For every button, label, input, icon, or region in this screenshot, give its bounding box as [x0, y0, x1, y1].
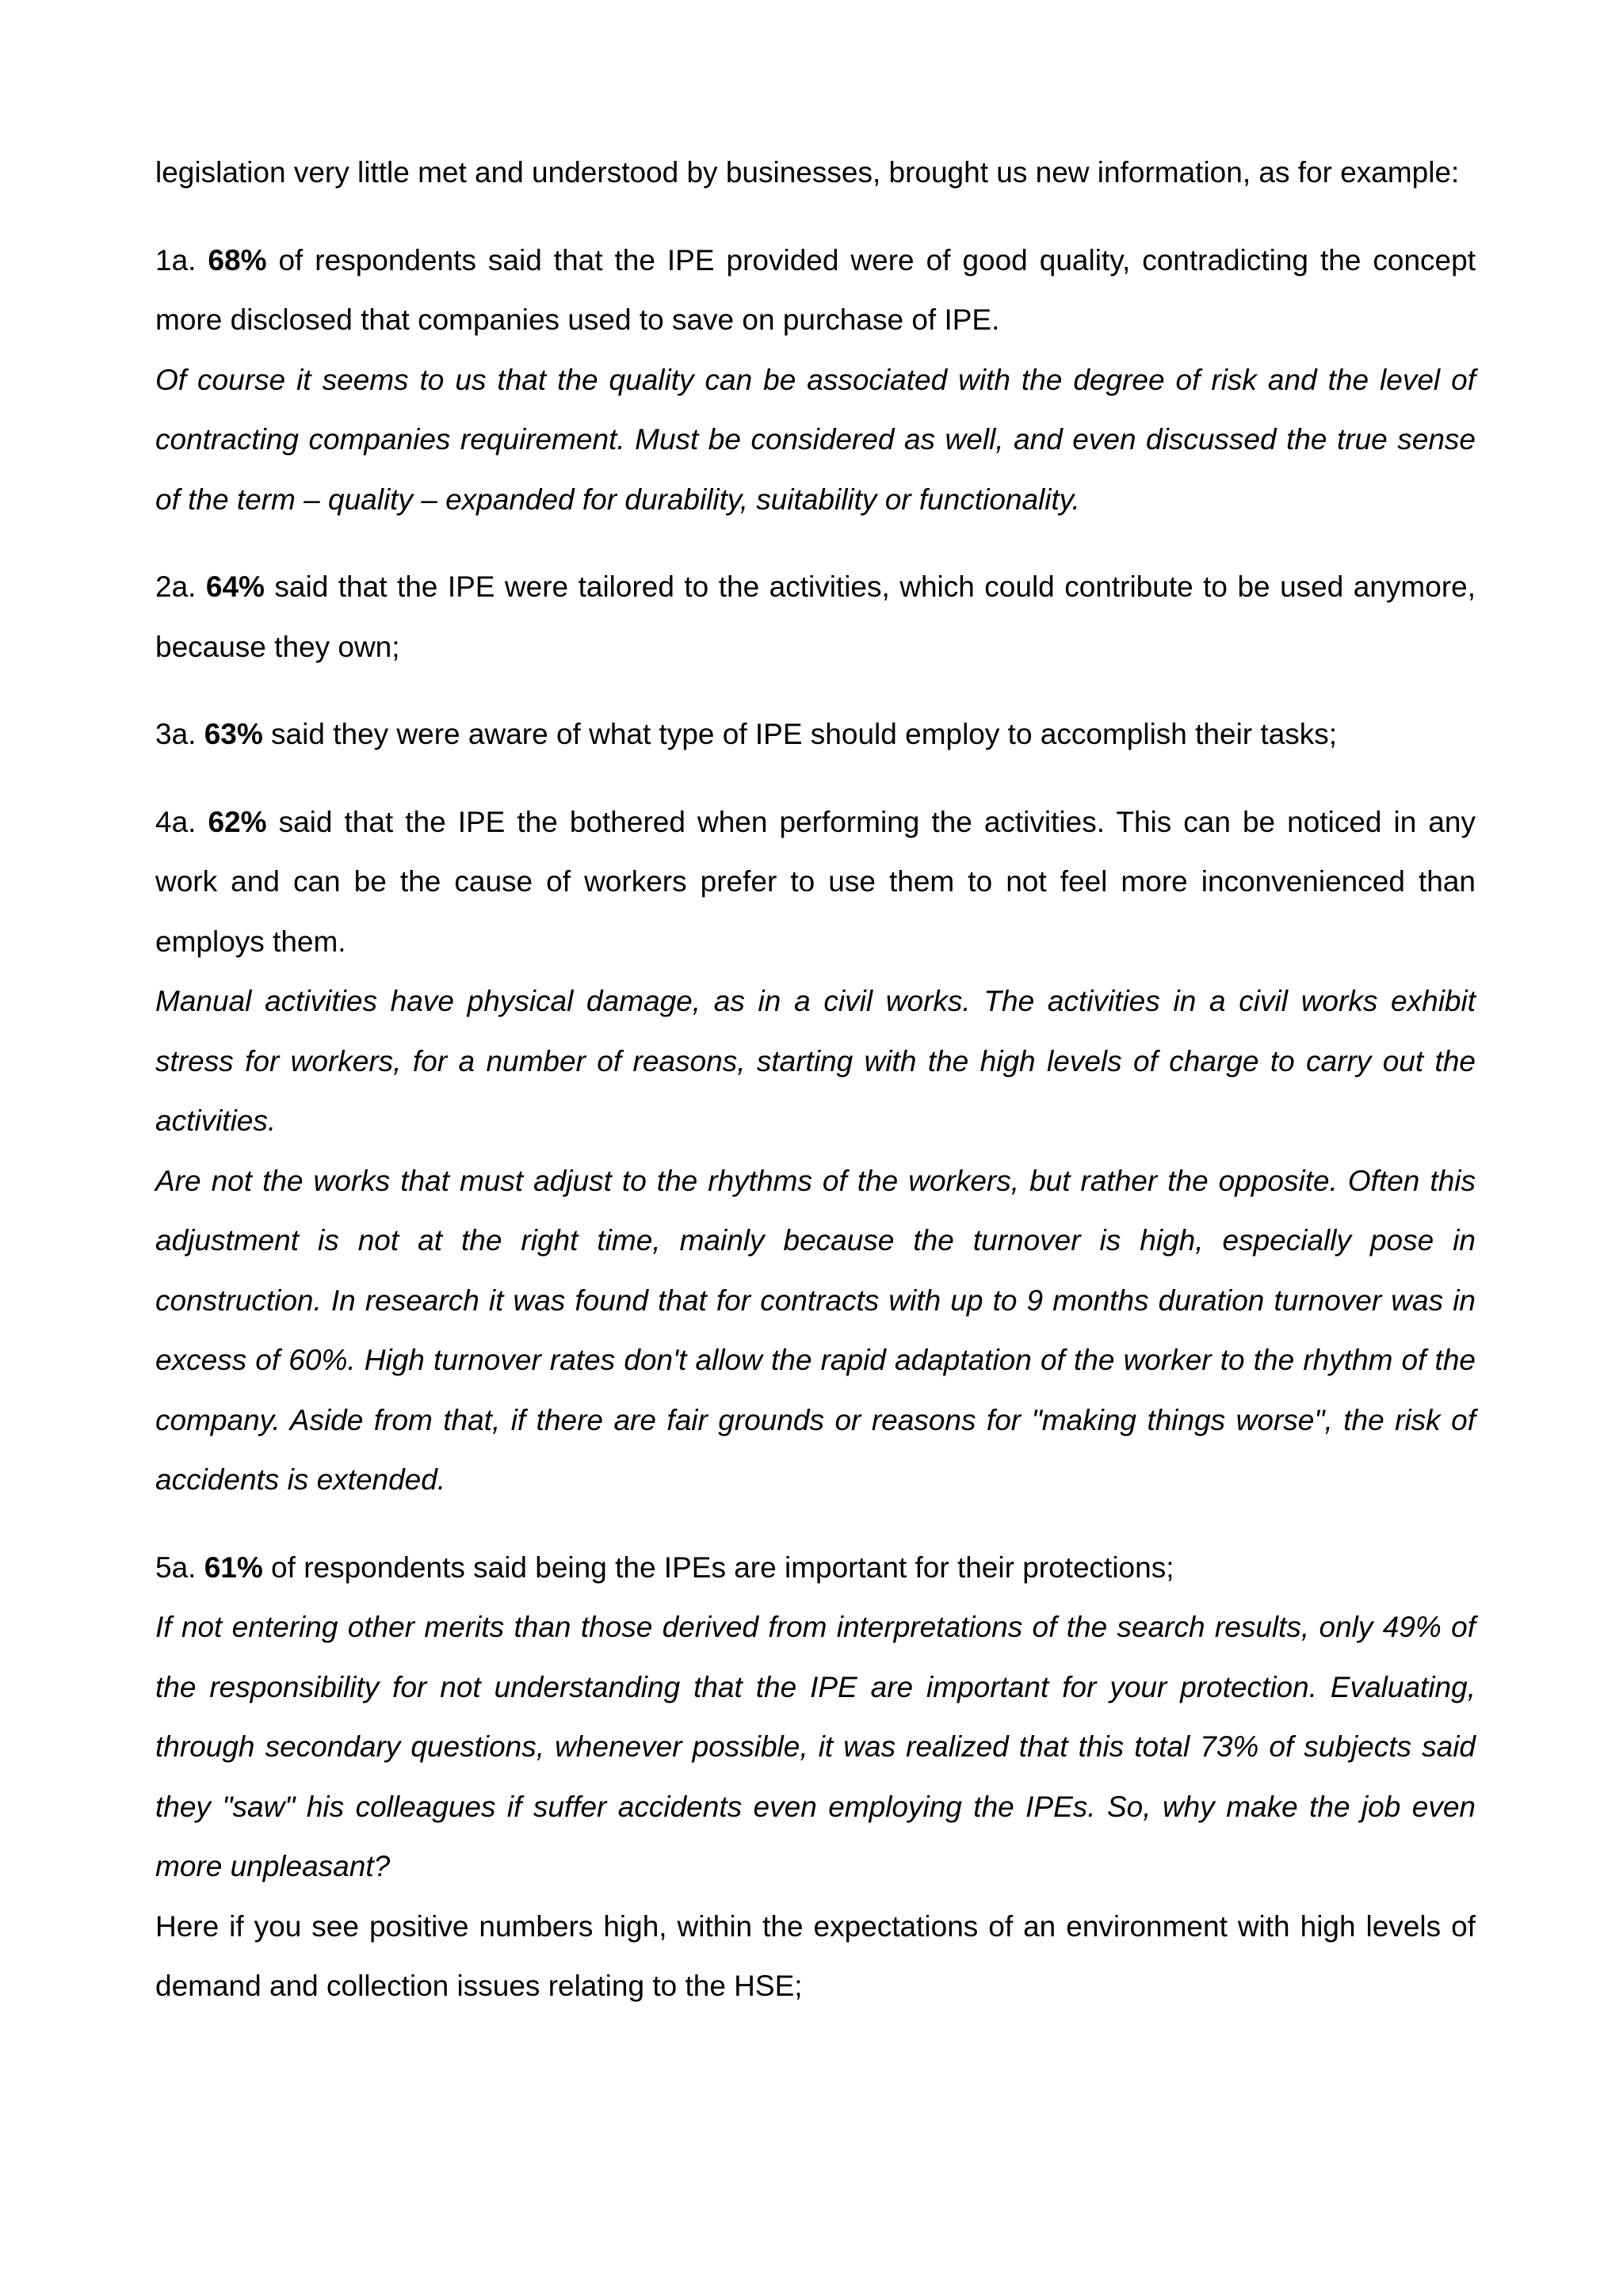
item-5a-commentary: If not entering other merits than those derived from interpretations of the search results, only 49% of the responsibility for not understanding that the IPE are important for your protection. Evaluating, through secondary questions, whenever possible, it was realized that this total 73% of subjects said they "saw" his colleagues if suffer accidents even employing the IPEs. So, why make the job even more unpleasant?	[155, 1611, 1476, 1882]
closing-paragraph: Here if you see positive numbers high, within the expectations of an environment with high levels of demand and collection issues relating to the HSE;	[155, 1909, 1476, 2002]
intro-paragraph: legislation very little met and understood by businesses, brought us new information, as for example:	[155, 156, 1460, 189]
item-4a-percentage: 62%	[208, 805, 267, 838]
document-page	[155, 143, 1476, 2016]
item-3a-percentage: 63%	[204, 718, 263, 750]
item-4a-commentary-2: Are not the works that must adjust to the rhythms of the workers, but rather the opposite. Often this adjustment is not at the right time, mainly because the turnover is high, especially pose in construction. In research it was found that for contracts with up to 9 months duration turnover was in excess of 60%. High turnover rates don't allow the rapid adaptation of the worker to the rhythm of the company. Aside from that, if there are fair grounds or reasons for "making things worse", the risk of accidents is extended.	[155, 1164, 1476, 1496]
item-2a-percentage: 64%	[205, 570, 265, 603]
item-5a-text: of respondents said being the IPEs are important for their protections;	[262, 1550, 1174, 1584]
item-1a-number: 1a.	[155, 243, 208, 277]
item-3a-text: said they were aware of what type of IPE should employ to accomplish their tasks;	[262, 718, 1338, 750]
item-1a-text: of respondents said that the IPE provided were of good quality, contradicting the concept more disclosed that companies used to save on purchase of IPE.	[155, 243, 1476, 336]
item-3a-paragraph	[155, 704, 1476, 765]
item-4a-text: said that the IPE the bothered when performing the activities. This can be noticed in any work and can be the cause of workers prefer to use them to not feel more inconvenienced than employs them.	[155, 805, 1476, 958]
item-5a-number: 5a.	[155, 1550, 204, 1584]
item-1a-paragraph	[155, 231, 1476, 350]
item-2a-text: said that the IPE were tailored to the activities, which could contribute to be used anymore, because they own;	[155, 570, 1476, 663]
item-4a-commentary-1: Manual activities have physical damage, as in a civil works. The activities in a civil works exhibit stress for workers, for a number of reasons, starting with the high levels of charge to carry out the activities.	[155, 985, 1476, 1137]
item-5a-percentage: 61%	[204, 1550, 263, 1584]
item-1a-percentage: 68%	[208, 243, 267, 277]
item-2a-paragraph	[155, 557, 1476, 677]
item-4a-number: 4a.	[155, 805, 208, 838]
item-5a-paragraph	[155, 1538, 1476, 1598]
item-3a-number: 3a.	[155, 718, 204, 750]
item-2a-number: 2a.	[155, 570, 206, 603]
item-4a-paragraph	[155, 792, 1476, 972]
item-1a-commentary: Of course it seems to us that the quality can be associated with the degree of risk and the level of contracting companies requirement. Must be considered as well, and even discussed the true sense of the term – quality – expanded for durability, suitability or functionality.	[155, 363, 1476, 516]
